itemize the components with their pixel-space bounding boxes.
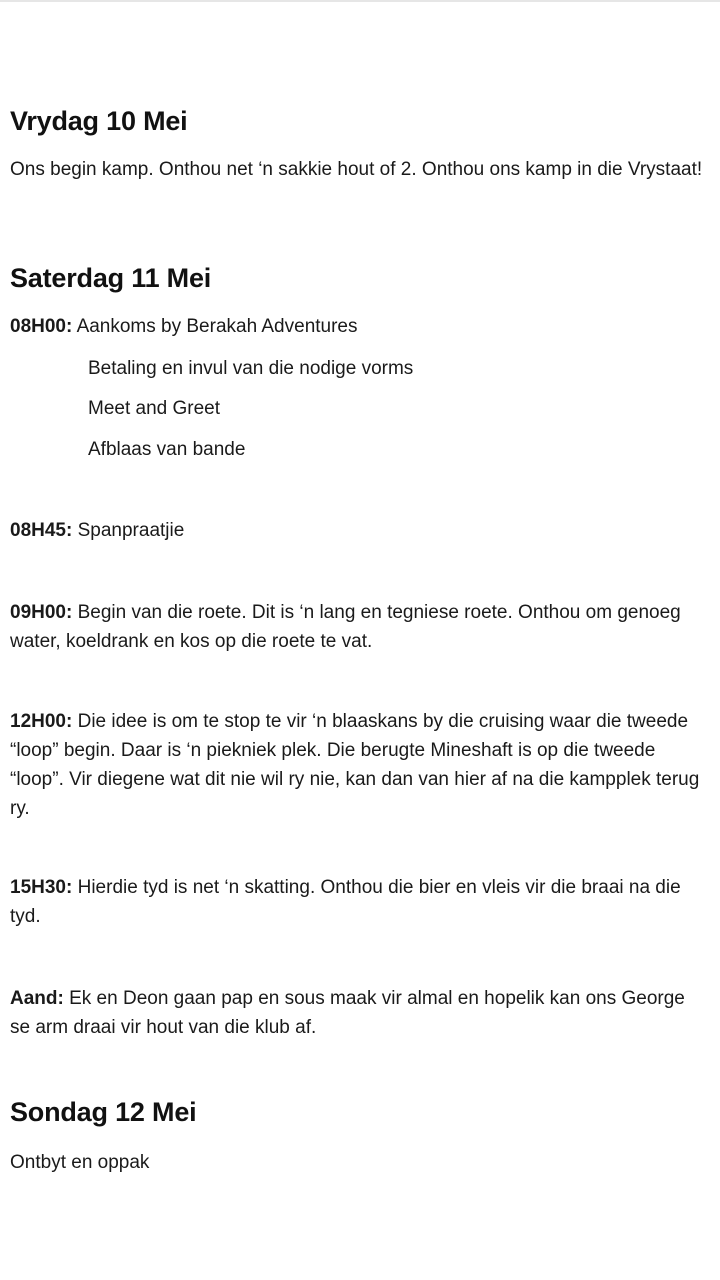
schedule-entry-0900	[10, 598, 710, 656]
schedule-entry-1200	[10, 707, 710, 823]
entry-text: Die idee is om te stop te vir ‘n blaaskans by die cruising waar die tweede “loop” begin. Daar is ‘n piekniek plek. Die berugte Mineshaft is op die tweede “loop”. Vir diegene wat dit nie wil ry nie, kan dan van hier af na die kampplek terug ry.	[10, 711, 700, 819]
entry-time: 15H30:	[10, 877, 73, 898]
entry-text: Hierdie tyd is net ‘n skatting. Onthou die bier en vleis vir die braai na die tyd.	[10, 877, 681, 927]
entry-time: 08H00:	[10, 316, 73, 337]
schedule-entry-0845	[10, 516, 710, 545]
day-heading-saturday: Saterdag 11 Mei	[10, 263, 212, 293]
entry-text: Aankoms by Berakah Adventures	[76, 316, 358, 337]
entry-text: Spanpraatjie	[77, 520, 185, 541]
entry-time: Aand:	[10, 988, 64, 1009]
schedule-entry-1530	[10, 873, 710, 931]
entry-text: Ek en Deon gaan pap en sous maak vir almal en hopelik kan ons George se arm draai vir hout van die klub af.	[10, 988, 685, 1038]
entry-time: 12H00:	[10, 711, 73, 732]
schedule-entry-0800	[10, 312, 710, 341]
day-heading-friday: Vrydag 10 Mei	[10, 106, 188, 136]
subitem-deflate-tyres: Afblaas van bande	[88, 439, 246, 460]
sunday-text: Ontbyt en oppak	[10, 1152, 150, 1173]
entry-time: 09H00:	[10, 602, 73, 623]
subitem-payment-forms: Betaling en invul van die nodige vorms	[88, 358, 414, 379]
day-heading-sunday: Sondag 12 Mei	[10, 1097, 197, 1127]
subitem-meet-greet: Meet and Greet	[88, 398, 221, 419]
entry-time: 08H45:	[10, 520, 73, 541]
entry-text: Begin van die roete. Dit is ‘n lang en tegniese roete. Onthou om genoeg water, koeldrank en kos op die roete te vat.	[10, 602, 681, 652]
page-top-edge	[0, 0, 720, 2]
schedule-entry-evening	[10, 984, 710, 1042]
friday-text: Ons begin kamp. Onthou net ‘n sakkie hout of 2. Onthou ons kamp in die Vrystaat!	[10, 159, 703, 180]
